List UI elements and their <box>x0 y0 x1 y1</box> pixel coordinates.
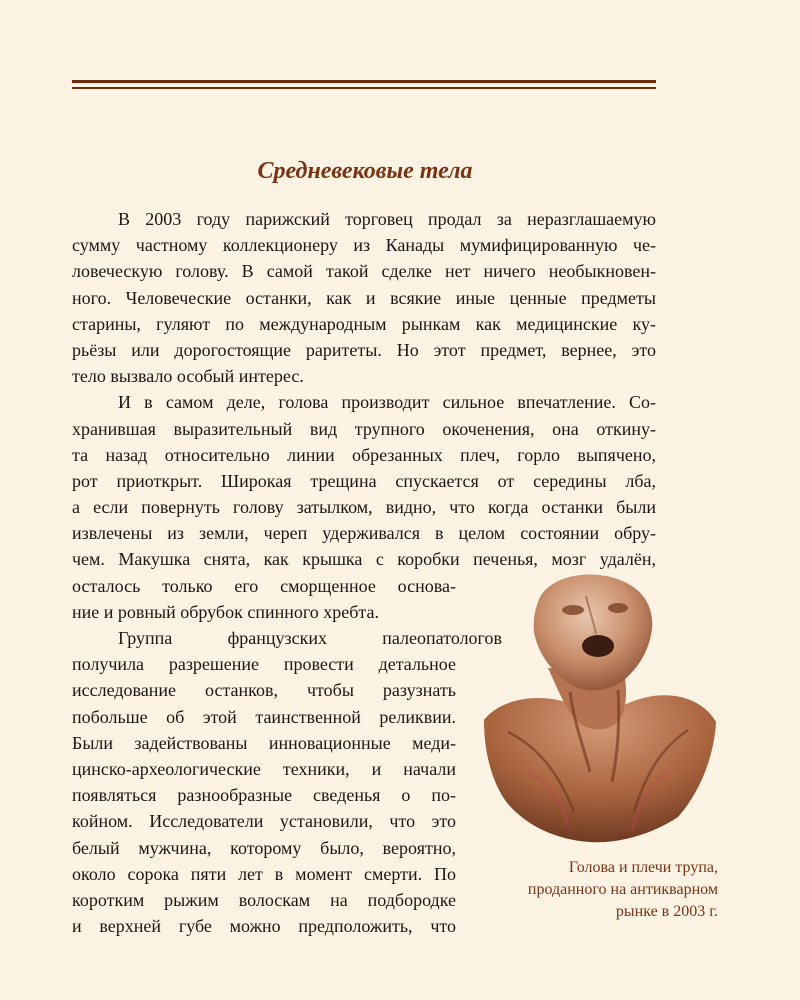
text-line: и верхней губе можно предположить, что <box>72 916 456 937</box>
text-line: тело вызвало особый интерес. <box>72 366 304 387</box>
mummified-head-image <box>478 572 718 847</box>
text-line: сумму частному коллекционеру из Канады мумифицированную че- <box>72 235 656 256</box>
text-line: старины, гуляют по международным рынкам как медицинские ку- <box>72 313 656 334</box>
section-heading: Средневековые тела <box>257 158 473 184</box>
text-line: побольше об этой таинственной реликвии. <box>72 706 456 727</box>
text-line: рот приоткрыт. Широкая трещина спускается от середины лба, <box>72 470 656 491</box>
open-mouth-shape <box>582 635 614 657</box>
caption-line: проданного на антикварном <box>527 881 718 898</box>
header-rule-thick <box>72 80 656 83</box>
caption-line: Голова и плечи трупа, <box>568 859 718 876</box>
text-line: Группа французских палеопатологов <box>118 628 502 648</box>
text-line: Были задействованы инновационные меди- <box>72 732 456 753</box>
text-line: исследование останков, чтобы разузнать <box>72 680 456 701</box>
text-line: та назад относительно линии обрезанных плеч, горло выпячено, <box>72 444 656 465</box>
text-line: коротким рыжим волоскам на подбородке <box>72 889 456 910</box>
text-line: получила разрешение провести детальное <box>72 654 456 675</box>
text-line: рьёзы или дорогостоящие раритеты. Но этот предмет, вернее, это <box>72 339 656 360</box>
caption-line: рынке в 2003 г. <box>615 903 718 920</box>
text-line: белый мужчина, которому было, вероятно, <box>72 837 456 858</box>
text-line: извлечены из земли, череп удерживался в целом состоянии обру- <box>72 523 656 544</box>
text-line: койном. Исследователи установили, что это <box>72 811 456 832</box>
text-line: около сорока пяти лет в момент смерти. По <box>72 863 456 884</box>
text-line: цинско-археологические техники, и начали <box>72 758 456 779</box>
text-line: появляться разнообразные сведенья о по- <box>72 785 456 806</box>
text-line: осталось только его сморщенное основа- <box>72 575 456 596</box>
text-line: а если повернуть голову затылком, видно, что когда останки были <box>72 497 656 518</box>
eye-left-shape <box>562 605 584 615</box>
text-line: И в самом деле, голова производит сильное впечатление. Со- <box>118 392 656 413</box>
text-line: ловеческую голову. В самой такой сделке нет ничего необыкновен- <box>72 261 656 282</box>
text-line: чем. Макушка снята, как крышка с коробки печенья, мозг удалён, <box>72 549 656 570</box>
text-line: В 2003 году парижский торговец продал за неразглашаемую <box>118 209 656 229</box>
text-line: ного. Человеческие останки, как и всякие иные ценные предметы <box>72 287 656 308</box>
figure-caption <box>470 857 718 923</box>
text-line: хранившая выразительный вид трупного окоченения, она откину- <box>72 418 656 439</box>
header-rule-thin <box>72 87 656 89</box>
eye-right-shape <box>608 603 628 613</box>
text-line: ние и ровный обрубок спинного хребта. <box>72 601 380 622</box>
